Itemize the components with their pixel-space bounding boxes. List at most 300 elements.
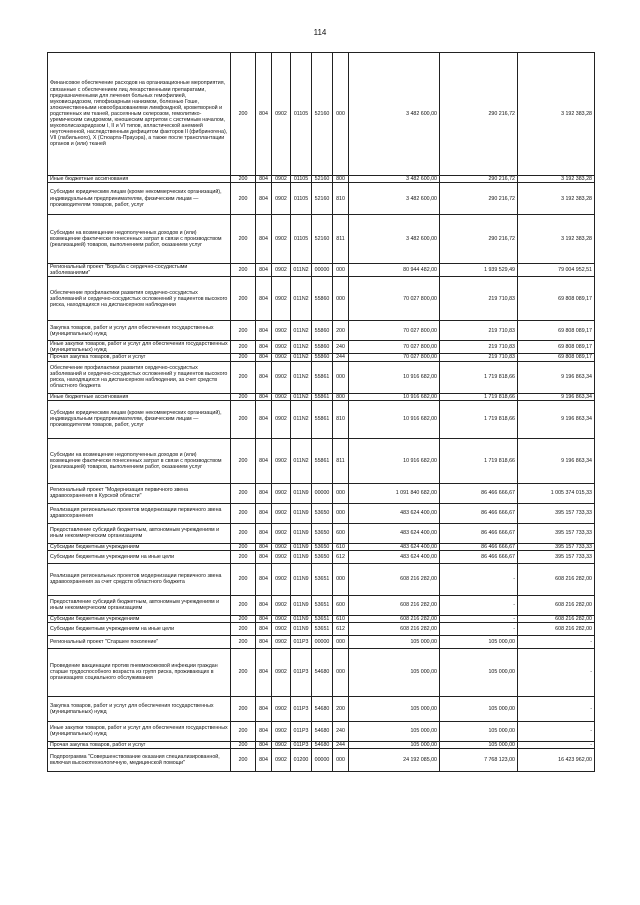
code-cell: 011P3 <box>291 648 312 696</box>
amount-cell: 290 216,72 <box>440 176 518 183</box>
code-cell: 55861 <box>312 393 333 400</box>
amount-cell: 105 000,00 <box>440 721 518 741</box>
amount-cell: 483 624 400,00 <box>349 550 440 563</box>
code-cell: 200 <box>231 176 256 183</box>
amount-cell: 10 916 682,00 <box>349 438 440 483</box>
amount-cell: 16 423 962,00 <box>518 748 595 771</box>
amount-cell: - <box>518 721 595 741</box>
code-cell: 810 <box>333 400 349 438</box>
code-cell: 01105 <box>291 215 312 264</box>
code-cell: 804 <box>256 354 272 361</box>
code-cell: 804 <box>256 543 272 550</box>
code-cell: 240 <box>333 341 349 354</box>
code-cell: 0902 <box>272 361 291 393</box>
code-cell: 610 <box>333 615 349 622</box>
code-cell: 804 <box>256 615 272 622</box>
row-name-cell: Субсидии на возмещение недополученных доходов и (или) возмещение фактически понесенных затрат в связи с производством (реализацией) товаров, выполнением работ, оказанием услуг <box>48 215 231 264</box>
amount-cell: 105 000,00 <box>440 741 518 748</box>
row-name-cell: Субсидии бюджетным учреждениям <box>48 543 231 550</box>
amount-cell: 1 719 818,66 <box>440 400 518 438</box>
code-cell: 011N2 <box>291 277 312 321</box>
row-name-cell: Субсидии бюджетным учреждениям на иные цели <box>48 550 231 563</box>
table-row <box>48 741 595 748</box>
row-name-cell: Реализация региональных проектов модернизации первичного звена здравоохранения за счет средств областного бюджета <box>48 563 231 595</box>
code-cell: 011N2 <box>291 341 312 354</box>
amount-cell: 219 710,83 <box>440 321 518 341</box>
code-cell: 000 <box>333 563 349 595</box>
amount-cell: - <box>518 696 595 721</box>
table-row <box>48 503 595 523</box>
code-cell: 200 <box>231 393 256 400</box>
amount-cell: 608 216 282,00 <box>349 622 440 635</box>
code-cell: 200 <box>231 748 256 771</box>
code-cell: 011P3 <box>291 635 312 648</box>
code-cell: 55860 <box>312 321 333 341</box>
row-name-cell: Субсидии юридическим лицам (кроме некоммерческих организаций), индивидуальным предпринимателям, физическим лицам — производителям товаров, работ, услуг <box>48 183 231 215</box>
code-cell: 011N9 <box>291 615 312 622</box>
code-cell: 000 <box>333 483 349 503</box>
code-cell: 200 <box>231 563 256 595</box>
code-cell: 200 <box>231 53 256 176</box>
amount-cell: 608 216 282,00 <box>518 615 595 622</box>
code-cell: 200 <box>231 615 256 622</box>
row-name-cell: Закупка товаров, работ и услуг для обеспечения государственных (муниципальных) нужд <box>48 696 231 721</box>
code-cell: 0902 <box>272 696 291 721</box>
amount-cell: 86 466 666,67 <box>440 543 518 550</box>
code-cell: 804 <box>256 321 272 341</box>
code-cell: 52160 <box>312 53 333 176</box>
code-cell: 011N2 <box>291 438 312 483</box>
code-cell: 600 <box>333 595 349 615</box>
table-row <box>48 523 595 543</box>
code-cell: 804 <box>256 53 272 176</box>
amount-cell: 3 192 383,28 <box>518 215 595 264</box>
code-cell: 0902 <box>272 176 291 183</box>
code-cell: 610 <box>333 543 349 550</box>
code-cell: 011N9 <box>291 622 312 635</box>
table-row <box>48 595 595 615</box>
code-cell: 804 <box>256 215 272 264</box>
code-cell: 52160 <box>312 176 333 183</box>
code-cell: 000 <box>333 264 349 277</box>
table-row <box>48 393 595 400</box>
amount-cell: - <box>440 563 518 595</box>
code-cell: 200 <box>231 215 256 264</box>
amount-cell: 10 916 682,00 <box>349 400 440 438</box>
code-cell: 804 <box>256 550 272 563</box>
amount-cell: 9 196 863,34 <box>518 400 595 438</box>
amount-cell: - <box>440 595 518 615</box>
code-cell: 804 <box>256 741 272 748</box>
code-cell: 0902 <box>272 341 291 354</box>
amount-cell: 3 482 600,00 <box>349 215 440 264</box>
amount-cell: 1 005 374 015,33 <box>518 483 595 503</box>
code-cell: 0902 <box>272 483 291 503</box>
code-cell: 000 <box>333 361 349 393</box>
table-row <box>48 176 595 183</box>
code-cell: 53650 <box>312 523 333 543</box>
code-cell: 000 <box>333 53 349 176</box>
amount-cell: 219 710,83 <box>440 354 518 361</box>
row-name-cell: Предоставление субсидий бюджетным, автономным учреждениям и иным некоммерческим организациям <box>48 595 231 615</box>
code-cell: 804 <box>256 277 272 321</box>
amount-cell: 1 939 529,49 <box>440 264 518 277</box>
amount-cell: 1 719 818,66 <box>440 361 518 393</box>
amount-cell: 290 216,72 <box>440 53 518 176</box>
code-cell: 011P3 <box>291 741 312 748</box>
code-cell: 53650 <box>312 503 333 523</box>
row-name-cell: Субсидии бюджетным учреждениям <box>48 615 231 622</box>
code-cell: 011P3 <box>291 721 312 741</box>
code-cell: 804 <box>256 648 272 696</box>
table-row <box>48 483 595 503</box>
table-row <box>48 400 595 438</box>
code-cell: 200 <box>333 321 349 341</box>
row-name-cell: Субсидии юридическим лицам (кроме некоммерческих организаций), индивидуальным предпринимателям, физическим лицам — производителям товаров, работ, услуг <box>48 400 231 438</box>
amount-cell: 105 000,00 <box>349 648 440 696</box>
amount-cell: 3 192 383,28 <box>518 183 595 215</box>
table-row <box>48 635 595 648</box>
amount-cell: 608 216 282,00 <box>518 563 595 595</box>
amount-cell: 608 216 282,00 <box>518 622 595 635</box>
amount-cell: 3 482 600,00 <box>349 53 440 176</box>
amount-cell: 483 624 400,00 <box>349 503 440 523</box>
row-name-cell: Подпрограмма "Совершенствование оказания специализированной, включая высокотехнологичную, медицинской помощи" <box>48 748 231 771</box>
table-row <box>48 563 595 595</box>
code-cell: 804 <box>256 438 272 483</box>
code-cell: 804 <box>256 696 272 721</box>
table-body <box>48 53 595 772</box>
amount-cell: 219 710,83 <box>440 341 518 354</box>
amount-cell: 70 027 800,00 <box>349 277 440 321</box>
code-cell: 0902 <box>272 635 291 648</box>
amount-cell: 3 482 600,00 <box>349 176 440 183</box>
code-cell: 0902 <box>272 183 291 215</box>
code-cell: 612 <box>333 550 349 563</box>
row-name-cell: Проведение вакцинации против пневмококковой инфекции граждан старше трудоспособного возраста из групп риска, проживающих в организациях социального обслуживания <box>48 648 231 696</box>
amount-cell: 80 944 482,00 <box>349 264 440 277</box>
code-cell: 55861 <box>312 438 333 483</box>
code-cell: 200 <box>231 361 256 393</box>
amount-cell: 395 157 733,33 <box>518 550 595 563</box>
table-row <box>48 361 595 393</box>
code-cell: 53651 <box>312 595 333 615</box>
code-cell: 810 <box>333 183 349 215</box>
code-cell: 800 <box>333 176 349 183</box>
code-cell: 804 <box>256 361 272 393</box>
code-cell: 804 <box>256 721 272 741</box>
code-cell: 200 <box>231 264 256 277</box>
code-cell: 804 <box>256 183 272 215</box>
code-cell: 200 <box>231 183 256 215</box>
amount-cell: 10 916 682,00 <box>349 393 440 400</box>
code-cell: 53651 <box>312 615 333 622</box>
table-row <box>48 696 595 721</box>
amount-cell: 86 466 666,67 <box>440 523 518 543</box>
code-cell: 0902 <box>272 622 291 635</box>
code-cell: 01105 <box>291 53 312 176</box>
table-row <box>48 438 595 483</box>
amount-cell: 105 000,00 <box>440 648 518 696</box>
row-name-cell: Закупка товаров, работ и услуг для обеспечения государственных (муниципальных) нужд <box>48 321 231 341</box>
code-cell: 011N9 <box>291 543 312 550</box>
code-cell: 53651 <box>312 622 333 635</box>
amount-cell: - <box>518 648 595 696</box>
table-row <box>48 622 595 635</box>
table-row <box>48 264 595 277</box>
amount-cell: 105 000,00 <box>440 696 518 721</box>
amount-cell: 608 216 282,00 <box>349 595 440 615</box>
amount-cell: 395 157 733,33 <box>518 523 595 543</box>
code-cell: 200 <box>231 741 256 748</box>
code-cell: 200 <box>333 696 349 721</box>
amount-cell: 608 216 282,00 <box>349 615 440 622</box>
code-cell: 804 <box>256 341 272 354</box>
code-cell: 0902 <box>272 615 291 622</box>
code-cell: 01105 <box>291 183 312 215</box>
table-row <box>48 183 595 215</box>
amount-cell: 9 196 863,34 <box>518 361 595 393</box>
amount-cell: 105 000,00 <box>349 696 440 721</box>
code-cell: 244 <box>333 741 349 748</box>
row-name-cell: Прочая закупка товаров, работ и услуг <box>48 741 231 748</box>
code-cell: 0902 <box>272 277 291 321</box>
code-cell: 011N9 <box>291 503 312 523</box>
code-cell: 804 <box>256 635 272 648</box>
code-cell: 804 <box>256 622 272 635</box>
code-cell: 54680 <box>312 741 333 748</box>
code-cell: 0902 <box>272 53 291 176</box>
code-cell: 0902 <box>272 321 291 341</box>
code-cell: 0902 <box>272 748 291 771</box>
amount-cell: 24 192 085,00 <box>349 748 440 771</box>
code-cell: 53651 <box>312 563 333 595</box>
code-cell: 011N2 <box>291 361 312 393</box>
amount-cell: - <box>518 741 595 748</box>
amount-cell: 105 000,00 <box>349 741 440 748</box>
code-cell: 000 <box>333 635 349 648</box>
row-name-cell: Реализация региональных проектов модернизации первичного звена здравоохранения <box>48 503 231 523</box>
code-cell: 804 <box>256 264 272 277</box>
amount-cell: 79 004 952,51 <box>518 264 595 277</box>
row-name-cell: Иные закупки товаров, работ и услуг для обеспечения государственных (муниципальных) нужд <box>48 341 231 354</box>
code-cell: 200 <box>231 277 256 321</box>
amount-cell: 86 466 666,67 <box>440 483 518 503</box>
amount-cell: 1 719 818,66 <box>440 393 518 400</box>
amount-cell: 86 466 666,67 <box>440 550 518 563</box>
code-cell: 000 <box>333 277 349 321</box>
amount-cell: 69 808 089,17 <box>518 341 595 354</box>
budget-table <box>47 52 595 772</box>
code-cell: 804 <box>256 176 272 183</box>
row-name-cell: Предоставление субсидий бюджетным, автономным учреждениям и иным некоммерческим организациям <box>48 523 231 543</box>
table-row <box>48 615 595 622</box>
code-cell: 804 <box>256 595 272 615</box>
table-row <box>48 721 595 741</box>
row-name-cell: Обеспечение профилактики развития сердечно-сосудистых заболеваний и сердечно-сосудистых осложнений у пациентов высокого риска, находящихся на диспансерном наблюдении <box>48 277 231 321</box>
amount-cell: 105 000,00 <box>440 635 518 648</box>
code-cell: 200 <box>231 483 256 503</box>
code-cell: 804 <box>256 563 272 595</box>
code-cell: 0902 <box>272 215 291 264</box>
code-cell: 240 <box>333 721 349 741</box>
table-row <box>48 341 595 354</box>
code-cell: 200 <box>231 321 256 341</box>
table-row <box>48 277 595 321</box>
code-cell: 011N2 <box>291 321 312 341</box>
amount-cell: 86 466 666,67 <box>440 503 518 523</box>
code-cell: 804 <box>256 400 272 438</box>
amount-cell: 1 719 818,66 <box>440 438 518 483</box>
amount-cell: 105 000,00 <box>349 635 440 648</box>
row-name-cell: Иные бюджетные ассигнования <box>48 176 231 183</box>
code-cell: 011N9 <box>291 595 312 615</box>
code-cell: 52160 <box>312 215 333 264</box>
code-cell: 0902 <box>272 438 291 483</box>
amount-cell: 105 000,00 <box>349 721 440 741</box>
code-cell: 600 <box>333 523 349 543</box>
amount-cell: 69 808 089,17 <box>518 277 595 321</box>
code-cell: 55860 <box>312 277 333 321</box>
code-cell: 011P3 <box>291 696 312 721</box>
code-cell: 804 <box>256 523 272 543</box>
amount-cell: 483 624 400,00 <box>349 543 440 550</box>
code-cell: 55860 <box>312 341 333 354</box>
code-cell: 200 <box>231 503 256 523</box>
code-cell: 0902 <box>272 741 291 748</box>
amount-cell: 3 192 383,28 <box>518 53 595 176</box>
code-cell: 011N2 <box>291 264 312 277</box>
amount-cell: 3 482 600,00 <box>349 183 440 215</box>
amount-cell: 7 768 123,00 <box>440 748 518 771</box>
code-cell: 200 <box>231 438 256 483</box>
code-cell: 200 <box>231 550 256 563</box>
row-name-cell: Региональный проект "Модернизация первичного звена здравоохранения в Курской области" <box>48 483 231 503</box>
row-name-cell: Обеспечение профилактики развития сердечно-сосудистых заболеваний и сердечно-сосудистых осложнений у пациентов высокого риска, находящихся на диспансерном наблюдении, за счет средств областного бюджета <box>48 361 231 393</box>
code-cell: 200 <box>231 400 256 438</box>
amount-cell: 70 027 800,00 <box>349 321 440 341</box>
table-row <box>48 53 595 176</box>
code-cell: 55860 <box>312 354 333 361</box>
amount-cell: 395 157 733,33 <box>518 543 595 550</box>
code-cell: 804 <box>256 393 272 400</box>
code-cell: 011N9 <box>291 483 312 503</box>
code-cell: 200 <box>231 543 256 550</box>
amount-cell: 290 216,72 <box>440 183 518 215</box>
code-cell: 0902 <box>272 503 291 523</box>
row-name-cell: Прочая закупка товаров, работ и услуг <box>48 354 231 361</box>
code-cell: 55861 <box>312 400 333 438</box>
code-cell: 612 <box>333 622 349 635</box>
code-cell: 200 <box>231 648 256 696</box>
code-cell: 0902 <box>272 563 291 595</box>
amount-cell: 9 196 863,34 <box>518 393 595 400</box>
amount-cell: 395 157 733,33 <box>518 503 595 523</box>
code-cell: 800 <box>333 393 349 400</box>
table-row <box>48 215 595 264</box>
amount-cell: 69 808 089,17 <box>518 354 595 361</box>
code-cell: 54680 <box>312 696 333 721</box>
code-cell: 011N9 <box>291 550 312 563</box>
code-cell: 011N9 <box>291 563 312 595</box>
code-cell: 804 <box>256 748 272 771</box>
row-name-cell: Субсидии бюджетным учреждениям на иные цели <box>48 622 231 635</box>
code-cell: 000 <box>333 748 349 771</box>
table-row <box>48 321 595 341</box>
code-cell: 53650 <box>312 550 333 563</box>
code-cell: 011N2 <box>291 354 312 361</box>
table-row <box>48 543 595 550</box>
code-cell: 00000 <box>312 483 333 503</box>
code-cell: 0902 <box>272 400 291 438</box>
amount-cell: 290 216,72 <box>440 215 518 264</box>
row-name-cell: Финансовое обеспечение расходов на организационные мероприятия, связанные с обеспечением лиц лекарственными препаратами, предназначенными для лечения больных гемофилией, муковисцидозом, гипофизарным нанизмом, болезнью Гоше, злокачественными новообразованиями лимфоидной, кроветворной и родственных им тканей, рассеянным склерозом, гемолитико-уремическим синдромом, юношеским артритом с системным началом, мукополисахаридозом I, II и VI типов, апластической анемией неуточненной, наследственным дефицитом факторов II (фибриногена), VII (лабильного), X (Стюарта-Прауэра), а также после трансплантации органов и (или) тканей <box>48 53 231 176</box>
code-cell: 01200 <box>291 748 312 771</box>
row-name-cell: Субсидии на возмещение недополученных доходов и (или) возмещение фактически понесенных затрат в связи с производством (реализацией) товаров, выполнением работ, оказанием услуг <box>48 438 231 483</box>
amount-cell: 483 624 400,00 <box>349 523 440 543</box>
table-row <box>48 648 595 696</box>
amount-cell: 608 216 282,00 <box>518 595 595 615</box>
code-cell: 54680 <box>312 721 333 741</box>
code-cell: 0902 <box>272 648 291 696</box>
amount-cell: 10 916 682,00 <box>349 361 440 393</box>
row-name-cell: Региональный проект "Борьба с сердечно-сосудистыми заболеваниями" <box>48 264 231 277</box>
table-row <box>48 354 595 361</box>
code-cell: 011N2 <box>291 393 312 400</box>
amount-cell: 9 196 863,34 <box>518 438 595 483</box>
code-cell: 000 <box>333 503 349 523</box>
amount-cell: 3 192 383,28 <box>518 176 595 183</box>
code-cell: 200 <box>231 354 256 361</box>
table-row <box>48 550 595 563</box>
code-cell: 200 <box>231 341 256 354</box>
code-cell: 00000 <box>312 635 333 648</box>
code-cell: 0902 <box>272 543 291 550</box>
row-name-cell: Региональный проект "Старшее поколение" <box>48 635 231 648</box>
code-cell: 01105 <box>291 176 312 183</box>
code-cell: 00000 <box>312 264 333 277</box>
code-cell: 200 <box>231 721 256 741</box>
page-number: 114 <box>313 28 327 37</box>
code-cell: 244 <box>333 354 349 361</box>
amount-cell: 70 027 800,00 <box>349 354 440 361</box>
code-cell: 811 <box>333 215 349 264</box>
code-cell: 0902 <box>272 264 291 277</box>
code-cell: 200 <box>231 622 256 635</box>
code-cell: 0902 <box>272 393 291 400</box>
code-cell: 52160 <box>312 183 333 215</box>
code-cell: 0902 <box>272 354 291 361</box>
code-cell: 000 <box>333 648 349 696</box>
code-cell: 00000 <box>312 748 333 771</box>
amount-cell: - <box>440 615 518 622</box>
amount-cell: 69 808 089,17 <box>518 321 595 341</box>
row-name-cell: Иные закупки товаров, работ и услуг для обеспечения государственных (муниципальных) нужд <box>48 721 231 741</box>
code-cell: 011N9 <box>291 523 312 543</box>
amount-cell: 1 091 840 682,00 <box>349 483 440 503</box>
amount-cell: 70 027 800,00 <box>349 341 440 354</box>
code-cell: 55861 <box>312 361 333 393</box>
row-name-cell: Иные бюджетные ассигнования <box>48 393 231 400</box>
amount-cell: 219 710,83 <box>440 277 518 321</box>
code-cell: 0902 <box>272 550 291 563</box>
amount-cell: 608 216 282,00 <box>349 563 440 595</box>
code-cell: 53650 <box>312 543 333 550</box>
code-cell: 0902 <box>272 523 291 543</box>
amount-cell: - <box>440 622 518 635</box>
code-cell: 200 <box>231 635 256 648</box>
code-cell: 011N2 <box>291 400 312 438</box>
